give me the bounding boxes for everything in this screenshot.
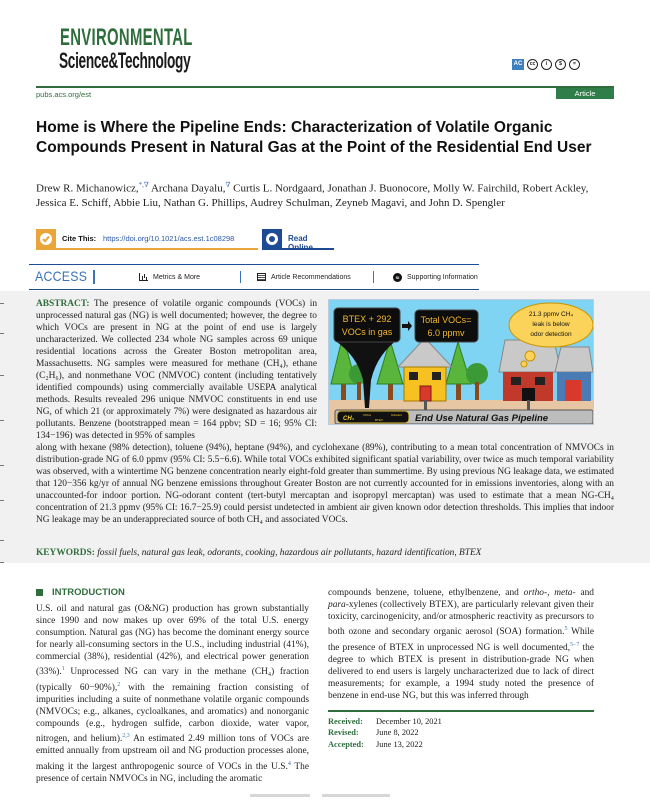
document-list-icon [257, 273, 266, 281]
article-type-badge: Article [556, 88, 614, 99]
house-icon [499, 340, 593, 401]
divider [240, 271, 241, 283]
toc-pipe-btex: BTEX [375, 418, 383, 422]
introduction-heading [36, 586, 309, 598]
cite-label: Cite This: [62, 234, 97, 243]
toc-pipe-ch4: CH₄ [343, 416, 355, 422]
recommendations-label: Article Recommendations [271, 273, 351, 281]
introduction-paragraph: U.S. oil and natural gas (O&NG) production has grown substantially since 1990 and now makes up over 69% of the total U.S. energy consumption. Natural gas (NG) has become the dominant energy source for nearly all-consuming sectors in the U.S., including industrial (41%), commercial (38%), residential (42%), and electrical power generation (33%).$^1$ Unprocessed NG can vary in the methane (CH₄) fraction (typically 60−90%),$^2$ with the remaining fraction consisting of impurities including a suite of nonmethane volatile organic compounds (NMVOCs; e.g., alkanes, cycloalkanes, and aromatics) and nonorganic compounds (e.g., hydrogen sulfide, carbon dioxide, water vapor, nitrogen, and helium).$^{2,3}$ An estimated 2.49 million tons of VOCs are emitted annually from upstream oil and NG production processes alone, making it the largest anthropogenic source of VOCs in the U.S.$^4$ The presence of certain NMVOCs in NG, including the aromatic [36, 604, 309, 784]
author-list [36, 178, 616, 211]
citation-link[interactable]: 2 [117, 681, 121, 688]
cite-this-bar[interactable] [36, 229, 258, 250]
globe-icon [262, 229, 282, 250]
logo-line1: ENVIRONMENTAL [60, 24, 193, 51]
cc-icon: cc [527, 59, 538, 70]
publication-dates [328, 716, 442, 750]
read-online-button[interactable] [262, 229, 334, 250]
date-received: Received: December 10, 2021 [328, 717, 442, 726]
abstract-text-left [36, 298, 317, 442]
citation-link[interactable]: 5 [564, 626, 568, 633]
keywords [36, 547, 614, 559]
toc-bubble-line3: odor detection [530, 331, 572, 338]
line-number-ticks [0, 300, 6, 600]
author-name[interactable]: Drew R. Michanowicz, [36, 182, 139, 195]
abstract-text-part1: The presence of volatile organic compounds (VOCs) in unprocessed natural gas (NG) is well documented; however, the degree to which VOCs are present in NG at the point of end use is largely uncharacterized. We collected 234 whole NG samples across 69 unique residential locations across the Greater Boston metropolitan area, Massachusetts. NG samples were measured for methane (CH₄), ethane (C₂H₆), and nonmethane VOC (NMVOC) content (including tentatively identified compounds) using commercially available USEPA analytical methods. Results revealed 296 unique NMVOC constituents in end use NG, of which 21 (or approximately 7%) were designated as hazardous air pollutants. Benzene (bootstrapped mean = 164 ppbv; SD = 16; 95% CI: 134−196) was detected in 95% of samples [36, 299, 318, 441]
toc-bubble-line1: 21.3 ppmv CH₄ [528, 311, 574, 318]
abstract-heading: ABSTRACT: [36, 299, 90, 309]
toc-pipe-vocs: VOCs [363, 413, 372, 417]
header-rule [36, 86, 614, 88]
metrics-label: Metrics & More [153, 273, 201, 281]
date-accepted: Accepted: June 13, 2022 [328, 739, 423, 749]
introduction-heading-text: INTRODUCTION [52, 586, 125, 598]
introduction-left-column [36, 586, 309, 785]
divider [93, 270, 95, 284]
keywords-label: KEYWORDS: [36, 548, 95, 558]
toc-box1-line2: VOCs in gas [341, 327, 393, 337]
toc-graphic [328, 299, 594, 425]
abstract-text-full: along with hexane (98% detection), toluene (94%), heptane (94%), and cyclohexane (89%), contributing to a mean total concentration of NMVOCs in distribution-grade NG of 6.0 ppmv (95% CI: 5.5−6.6). While total VOCs exhibited significant spatial variability, over twice as much temporal variability was observed, with a wintertime NG benzene concentration nearly eight-fold greater than summertime. By using previous NG leakage data, we estimated that 120−356 kg/yr of annual NG benzene emissions throughout Greater Boston are not currently accounted for in emissions inventories, along with an unaccounted-for indoor portion. NG-odorant content (tert-butyl mercaptan and isopropyl mercaptan) was used to estimate that a mean NG-CH₄ concentration of 21.3 ppmv (95% CI: 16.7−25.9) could persist undetected in ambient air given known odor detection thresholds. This implies that indoor NG leakage may be an underappreciated source of both CH₄ and associated VOCs. [36, 443, 614, 525]
journal-logo [38, 20, 208, 82]
citation-link[interactable]: 1 [61, 666, 65, 673]
by-icon: i [541, 59, 552, 70]
citation-link[interactable]: 4 [287, 760, 291, 767]
footer-faint-text [190, 794, 390, 797]
author-marks[interactable]: ∇ [225, 181, 231, 189]
access-label: ACCESS [35, 268, 88, 284]
article-recommendations-link[interactable] [257, 273, 351, 281]
citation-link[interactable]: 2,3 [122, 733, 130, 740]
doi-link[interactable]: https://doi.org/10.1021/acs.est.1c08298 [103, 234, 235, 243]
supporting-label: Supporting Information [407, 274, 478, 281]
si-icon: SI [393, 273, 402, 282]
ac-open-access-icon: AC [512, 59, 524, 70]
toc-bubble-line2: leak is below [532, 321, 570, 328]
article-title: Home is Where the Pipeline Ends: Characterization of Volatile Organic Compounds Present in Natural Gas at the Point of the Residential End User [36, 119, 592, 156]
author-name[interactable]: Archana Dayalu, [150, 182, 226, 195]
read-online-label: Read Online [288, 234, 313, 252]
toc-box2-line2: 6.0 ppmv [427, 328, 465, 338]
nd-icon: = [569, 59, 580, 70]
toc-pipe-odorant: Odorant [391, 413, 402, 417]
author-marks[interactable]: *,∇ [138, 181, 149, 189]
metrics-more-link[interactable] [139, 273, 200, 281]
check-circle-icon [36, 229, 56, 250]
journal-url-link[interactable]: pubs.acs.org/est [36, 90, 92, 99]
access-bar [29, 264, 479, 290]
date-revised: Revised: June 8, 2022 [328, 728, 419, 738]
license-icons [512, 59, 580, 70]
divider [373, 271, 374, 283]
toc-box1-line1: BTEX + 292 [342, 314, 392, 324]
bar-chart-icon [139, 273, 148, 281]
supporting-information-link[interactable] [393, 273, 478, 282]
toc-box2-line1: Total VOCs= [420, 315, 472, 325]
keywords-list: fossil fuels, natural gas leak, odorants, cooking, hazardous air pollutants, hazard identification, BTEX [97, 548, 482, 558]
author-names[interactable]: Curtis L. Nordgaard, Jonathan J. Buonocore, Molly W. Fairchild, Robert Ackley, Jessica E. Schiff, Abbie Liu, Nathan G. Phillips, Audrey Schulman, Zeyneb Magavi, and John D. Spengler [36, 182, 589, 210]
toc-pipeline-label: End Use Natural Gas Pipeline [415, 413, 549, 424]
dates-rule [328, 710, 594, 712]
introduction-right-column: compounds benzene, toluene, ethylbenzene, and ortho-, meta- and para-xylenes (collectively BTEX), are particularly relevant given their toxicity, carcinogenicity, and/or atmospheric reactivity as precursors to both ozone and secondary organic aerosol (SOA) formation.$^5$ While the presence of BTEX in unprocessed NG is well documented,$^{5-7}$ the degree to which BTEX is present in distribution-grade NG when delivered to end users is largely uncharacterized due to lack of direct measurements; for example, a 1994 study noted the presence of benzene in end-use NG, but this was inferred through [328, 588, 594, 701]
square-bullet-icon [36, 589, 43, 596]
logo-line2: Science&Technology [59, 48, 191, 73]
nc-icon: $ [555, 59, 566, 70]
citation-link[interactable]: 5−7 [570, 641, 580, 648]
